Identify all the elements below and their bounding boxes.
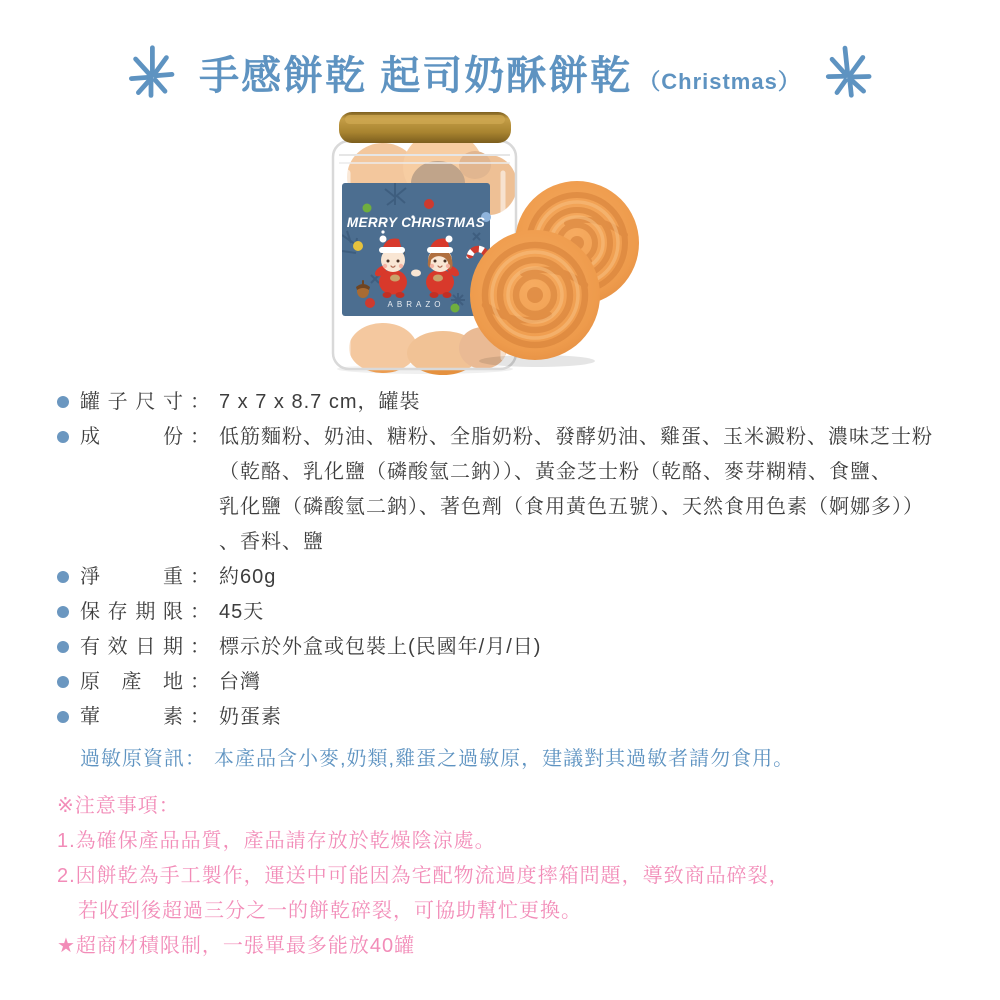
detail-colon: ： [190,566,211,588]
sparkle-icon-right [818,42,880,104]
jar-lid [339,112,511,143]
ingredients-line-3: 乳化鹽（磷酸氫二鈉）、著色劑（食用黃色五號）、天然食用色素（婀娜多）） [219,496,924,518]
page-header [0,0,1000,101]
detail-colon: ： [190,636,211,658]
detail-colon: ： [190,671,211,693]
page-title-suffix: （Christmas） [638,69,801,94]
detail-label: 淨重 [80,566,184,588]
sparkle-icon-left [123,45,179,101]
notes-heading: ※注意事項： [57,795,180,817]
allergen-label: 過敏原資訊： [80,748,206,770]
detail-row-diet-type [57,700,1000,735]
allergen-text: 本產品含小麥,奶類,雞蛋之過敏原，建議對其過敏者請勿食用。 [214,748,795,770]
detail-colon: ： [190,601,211,623]
detail-label: 有效日期 [80,636,184,658]
product-details-list [57,385,1000,735]
product-image [325,105,675,375]
detail-row-shelf-life [57,595,1000,630]
page-title-text: 手感餅乾 起司奶酥餅乾 [199,54,633,98]
detail-label: 原產地 [80,671,184,693]
product-illustration [325,105,675,375]
detail-colon: ： [190,706,211,728]
detail-value: 台灣 [219,671,261,693]
detail-label: 罐子尺寸 [80,391,184,413]
jar-label-brand: ABRAZO [387,300,445,309]
ingredients-line-4: 、香料、鹽 [219,531,324,553]
detail-label: 保存期限 [80,601,184,623]
allergen-info [80,743,1000,775]
note-item-3: ★超商材積限制，一張單最多能放40罐 [57,935,416,957]
bullet-icon [57,676,69,688]
bullet-icon [57,711,69,723]
detail-row-expiry-date [57,630,1000,665]
detail-row-jar-size [57,385,1000,420]
page-title [199,44,801,101]
detail-row-origin [57,665,1000,700]
bullet-icon [57,571,69,583]
detail-row-ingredients [57,420,1000,560]
detail-value: 奶蛋素 [219,706,282,728]
bullet-icon [57,641,69,653]
detail-row-net-weight [57,560,1000,595]
detail-value: 7 x 7 x 8.7 cm，罐裝 [219,391,421,413]
detail-value [219,420,1000,560]
jar-label-title: MERRY CHRISTMAS [346,215,486,230]
ingredients-line-2: （乾酪、乳化鹽（磷酸氫二鈉））、黃金芝士粉（乾酪、麥芽糊精、食鹽、 [219,461,892,483]
notes-section [57,789,1000,964]
detail-label: 葷素 [80,706,184,728]
note-item-2: 2.因餅乾為手工製作，運送中可能因為宅配物流過度摔箱問題，導致商品碎裂， [57,865,790,887]
note-item-1: 1.為確保產品品質，產品請存放於乾燥陰涼處。 [57,830,496,852]
detail-colon: ： [190,426,211,448]
jar-label [342,183,491,316]
detail-value: 45天 [219,601,265,623]
bullet-icon [57,606,69,618]
detail-colon: ： [190,391,211,413]
detail-value: 約60g [219,566,277,588]
note-item-2-continued: 若收到後超過三分之一的餅乾碎裂，可協助幫忙更換。 [78,900,582,922]
detail-label: 成份 [80,426,184,448]
bullet-icon [57,396,69,408]
ingredients-line-1: 低筋麵粉、奶油、糖粉、全脂奶粉、發酵奶油、雞蛋、玉米澱粉、濃味芝士粉 [219,426,933,448]
detail-value: 標示於外盒或包裝上(民國年/月/日) [219,636,542,658]
bullet-icon [57,431,69,443]
